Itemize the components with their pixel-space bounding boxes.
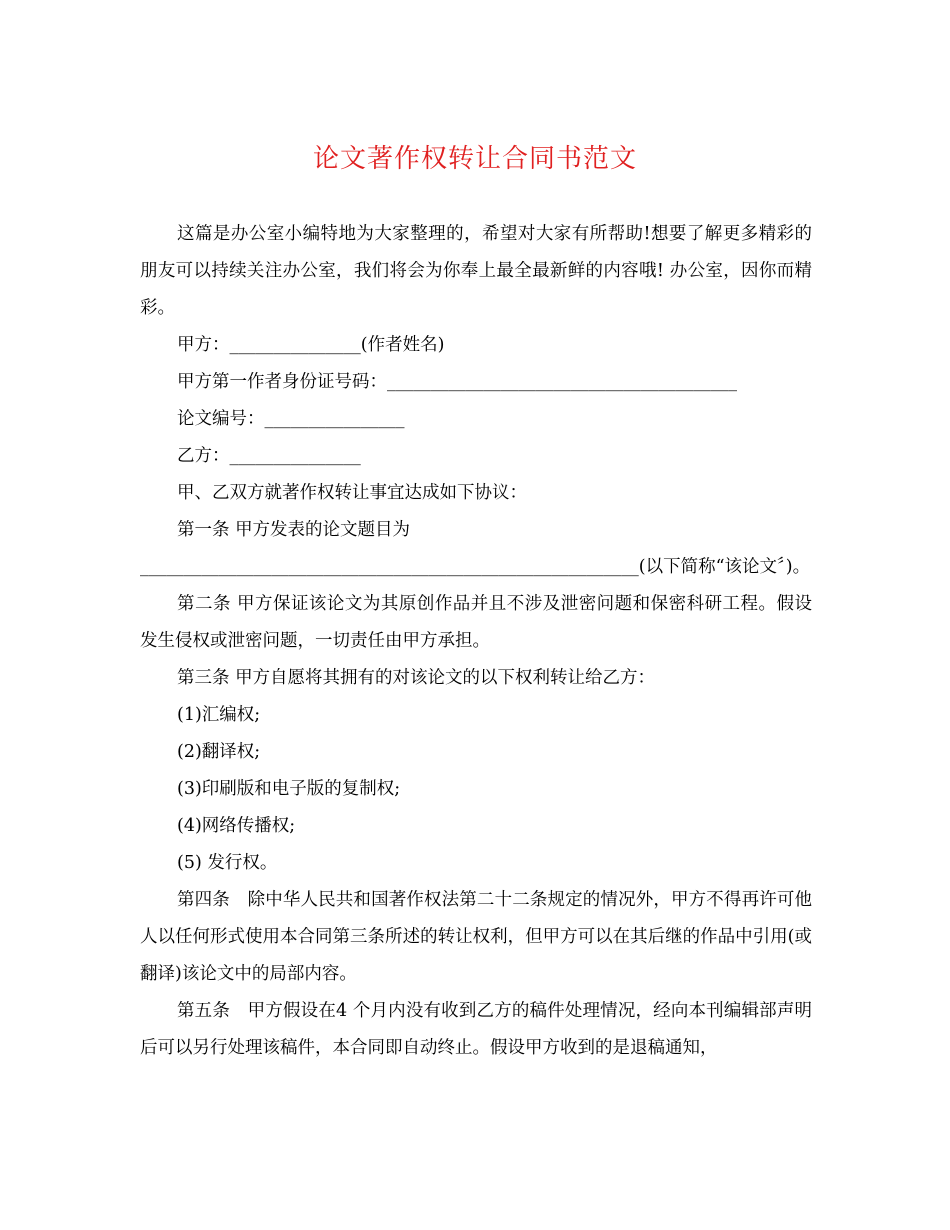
rights-item-4: (4)网络传播权; [177, 816, 296, 836]
party-a-id-line: 甲方第一作者身份证号码：________________________________________ [177, 372, 737, 392]
rights-item-5: (5) 发行权。 [177, 853, 278, 873]
article-5: 第五条 甲方假设在4 个月内没有收到乙方的稿件处理情况，经向本刊编辑部声明后可以另行处理该稿件，本合同即自动终止。假设甲方收到的是退稿通知， [140, 1001, 812, 1058]
article-3: 第三条 甲方自愿将其拥有的对该论文的以下权利转让给乙方： [177, 668, 656, 688]
rights-item-2: (2)翻译权; [177, 742, 261, 762]
intro-paragraph: 这篇是办公室小编特地为大家整理的，希望对大家有所帮助!想要了解更多精彩的朋友可以持续关注办公室，我们将会为你奉上最全最新鲜的内容哦! 办公室，因你而精彩。 [140, 224, 812, 318]
article-2: 第二条 甲方保证该论文为其原创作品并且不涉及泄密问题和保密科研工程。假设发生侵权或泄密问题，一切责任由甲方承担。 [140, 594, 812, 651]
agreement-intro: 甲、乙双方就著作权转让事宜达成如下协议： [177, 483, 527, 503]
article-1-title-blank: _________________________________________________________(以下简称“该论文〞)。 [140, 557, 811, 577]
rights-item-1: (1)汇编权; [177, 705, 261, 725]
paper-number-line: 论文编号：________________ [177, 409, 405, 429]
rights-item-3: (3)印刷版和电子版的复制权; [177, 779, 401, 799]
article-1-heading: 第一条 甲方发表的论文题目为 [177, 520, 411, 540]
party-a-line: 甲方：_______________(作者姓名) [177, 335, 445, 355]
article-4: 第四条 除中华人民共和国著作权法第二十二条规定的情况外，甲方不得再许可他人以任何形式使用本合同第三条所述的转让权利，但甲方可以在其后继的作品中引用(或翻译)该论文中的局部内容。 [140, 890, 812, 984]
party-b-line: 乙方：_______________ [177, 446, 361, 466]
document-body [140, 216, 812, 1067]
document-title: 论文著作权转让合同书范文 [312, 144, 637, 174]
